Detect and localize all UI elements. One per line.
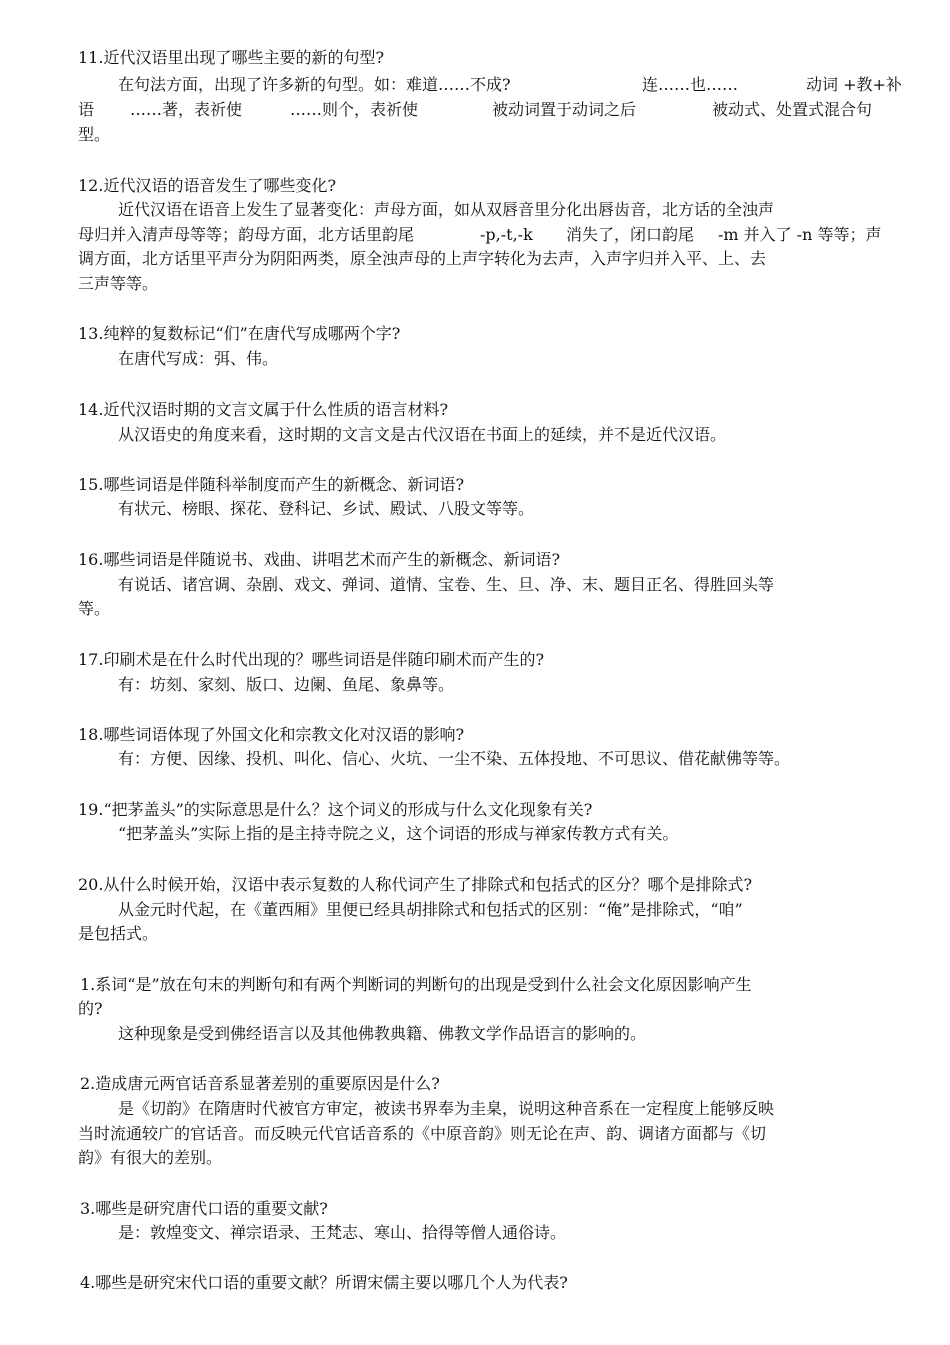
answer-11-line2-e: 被动式、处置式混合句 (712, 100, 873, 119)
question-20: 20.从什么时候开始，汉语中表示复数的人称代词产生了排除式和包括式的区分？哪个是排除式? (78, 875, 753, 894)
answer-12-line4: 三声等等。 (78, 274, 159, 293)
question-p3: 3.哪些是研究唐代口语的重要文献? (80, 1199, 328, 1218)
answer-20-line2: 是包括式。 (78, 924, 159, 943)
question-15: 15.哪些词语是伴随科举制度而产生的新概念、新词语? (78, 475, 465, 494)
answer-11-line3: 型。 (78, 125, 111, 144)
answer-11-line2-b: ……著，表祈使 (130, 100, 243, 119)
answer-11-line1-a: 在句法方面，出现了许多新的句型。如：难道……不成? (118, 75, 511, 94)
answer-12-line2-b: -p,-t,-k (480, 225, 533, 244)
question-14: 14.近代汉语时期的文言文属于什么性质的语言材料? (78, 400, 449, 419)
question-p4: 4.哪些是研究宋代口语的重要文献？所谓宋儒主要以哪几个人为代表? (80, 1273, 568, 1292)
answer-12-line2-c: 消失了，闭口韵尾 (566, 225, 695, 244)
answer-12-line2-a: 母归并入清声母等等；韵母方面，北方话里韵尾 (78, 225, 415, 244)
answer-12-line2-d: -m 并入了 -n 等等；声 (718, 225, 882, 244)
answer-12-line1: 近代汉语在语音上发生了显著变化：声母方面，如从双唇音里分化出唇齿音，北方话的全浊声 (118, 200, 775, 219)
answer-p3: 是：敦煌变文、禅宗语录、王梵志、寒山、拾得等僧人通俗诗。 (118, 1223, 567, 1242)
answer-p2-line2: 当时流通较广的官话音。而反映元代官话音系的《中原音韵》则无论在声、韵、调诸方面都与《切 (78, 1124, 767, 1143)
answer-p2-line1: 是《切韵》在隋唐时代被官方审定，被读书界奉为圭臬，说明这种音系在一定程度上能够反映 (118, 1099, 775, 1118)
question-18: 18.哪些词语体现了外国文化和宗教文化对汉语的影响? (78, 725, 465, 744)
answer-p1: 这种现象是受到佛经语言以及其他佛教典籍、佛教文学作品语言的影响的。 (118, 1024, 647, 1043)
answer-15: 有状元、榜眼、探花、登科记、乡试、殿试、八股文等等。 (118, 499, 535, 518)
question-13: 13.纯粹的复数标记“们”在唐代写成哪两个字? (78, 324, 401, 343)
answer-14: 从汉语史的角度来看，这时期的文言文是古代汉语在书面上的延续，并不是近代汉语。 (118, 425, 727, 444)
answer-16-line1: 有说话、诸宫调、杂剧、戏文、弹词、道情、宝卷、生、旦、净、末、题目正名、得胜回头等 (118, 575, 775, 594)
answer-17: 有：坊刻、家刻、版口、边阑、鱼尾、象鼻等。 (118, 675, 455, 694)
answer-11-line1-b: 连……也…… (642, 75, 739, 94)
answer-p2-line3: 韵》有很大的差别。 (78, 1148, 223, 1167)
answer-18: 有：方便、因缘、投机、叫化、信心、火坑、一尘不染、五体投地、不可思议、借花献佛等等。 (118, 749, 791, 768)
answer-20-line1: 从金元时代起，在《董西厢》里便已经具胡排除式和包括式的区别：“俺”是排除式，“咱” (118, 900, 743, 919)
question-p1-line1: 1.系词“是”放在句末的判断句和有两个判断词的判断句的出现是受到什么社会文化原因影响产生 (80, 975, 752, 994)
question-p1-line2: 的? (78, 999, 103, 1018)
question-16: 16.哪些词语是伴随说书、戏曲、讲唱艺术而产生的新概念、新词语? (78, 550, 561, 569)
question-19: 19.“把茅盖头”的实际意思是什么？这个词义的形成与什么文化现象有关? (78, 800, 593, 819)
answer-11-line1-c: 动词 +教+补 (806, 75, 902, 94)
answer-11-line2-a: 语 (78, 100, 95, 119)
answer-13: 在唐代写成：弭、伟。 (118, 349, 279, 368)
answer-12-line3: 调方面，北方话里平声分为阴阳两类，原全浊声母的上声字转化为去声，入声字归并入平、上、去 (78, 249, 767, 268)
answer-11-line2-c: ……则个，表祈使 (290, 100, 419, 119)
question-p2: 2.造成唐元两官话音系显著差别的重要原因是什么? (80, 1074, 440, 1093)
question-12: 12.近代汉语的语音发生了哪些变化? (78, 176, 337, 195)
answer-19: “把茅盖头”实际上指的是主持寺院之义，这个词语的形成与禅家传教方式有关。 (118, 824, 679, 843)
question-11: 11.近代汉语里出现了哪些主要的新的句型? (78, 48, 385, 67)
answer-11-line2-d: 被动词置于动词之后 (492, 100, 637, 119)
question-17: 17.印刷术是在什么时代出现的？哪些词语是伴随印刷术而产生的? (78, 650, 545, 669)
answer-16-line2: 等。 (78, 599, 111, 618)
